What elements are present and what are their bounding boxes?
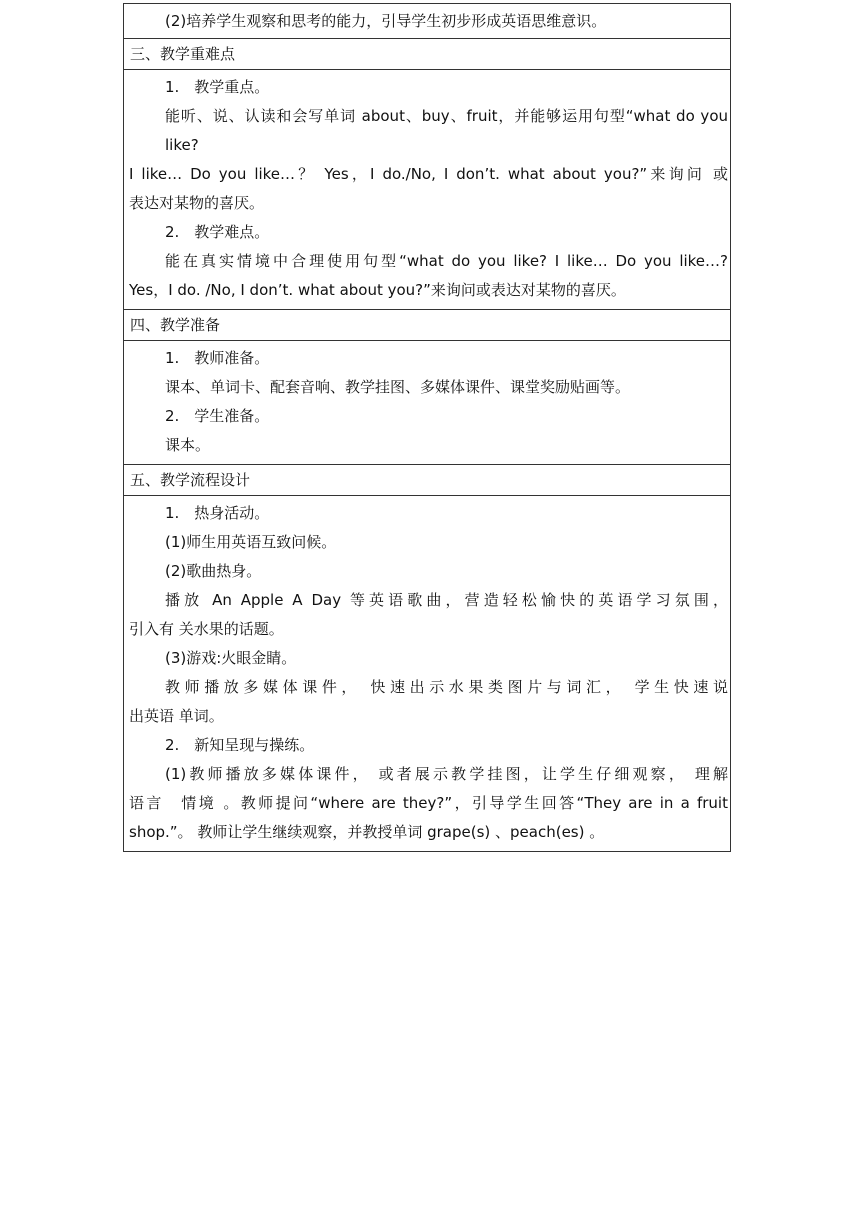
paragraph-line: (1)师生用英语互致问候。	[165, 533, 337, 551]
section-preparation-header	[123, 309, 731, 340]
subheading: 1. 热身活动。	[165, 504, 270, 522]
section-process-body	[123, 495, 731, 852]
paragraph-line: 语言 情境 。教师提问“where are they?”，引导学生回答“They are in a fruit	[129, 794, 728, 812]
paragraph-line: 能在真实情境中合理使用句型“what do you like? I like… Do you like…?	[165, 252, 728, 270]
paragraph-line: 课本、单词卡、配套音响、教学挂图、多媒体课件、课堂奖励贴画等。	[165, 378, 631, 396]
paragraph-line: shop.”。 教师让学生继续观察，并教授单词 grape(s) 、peach(es) 。	[129, 823, 605, 841]
lesson-plan-table	[123, 3, 731, 852]
objective-row	[123, 3, 731, 38]
paragraph-line: (1)教师播放多媒体课件， 或者展示教学挂图，让学生仔细观察， 理解	[165, 765, 728, 783]
section-title: 五、教学流程设计	[130, 471, 251, 489]
paragraph-line: 出英语 单词。	[129, 707, 224, 725]
objective-line: (2)培养学生观察和思考的能力，引导学生初步形成英语思维意识。	[165, 12, 607, 30]
section-key-points-header	[123, 38, 731, 69]
paragraph-line: (3)游戏:火眼金睛。	[165, 649, 297, 667]
section-title: 四、教学准备	[130, 316, 221, 334]
paragraph-line: 播放 An Apple A Day 等英语歌曲，营造轻松愉快的英语学习氛围，	[165, 591, 728, 609]
section-preparation-body	[123, 340, 731, 464]
paragraph-line: 表达对某物的喜厌。	[129, 194, 265, 212]
subheading: 1. 教师准备。	[165, 349, 270, 367]
subheading: 2. 学生准备。	[165, 407, 270, 425]
paragraph-line: 引入有 关水果的话题。	[129, 620, 284, 638]
paragraph-line: (2)歌曲热身。	[165, 562, 262, 580]
paragraph-line: 能听、说、认读和会写单词 about、buy、fruit，并能够运用句型“what do you like?	[165, 107, 728, 154]
paragraph-line: 课本。	[165, 436, 211, 454]
subheading: 2. 新知呈现与操练。	[165, 736, 315, 754]
subheading: 2. 教学难点。	[165, 223, 270, 241]
section-process-header	[123, 464, 731, 495]
paragraph-line: I like… Do you like…？ Yes，I do./No, I don’t. what about you?”来询问 或	[129, 165, 728, 183]
paragraph-line: 教师播放多媒体课件， 快速出示水果类图片与词汇， 学生快速说	[165, 678, 728, 696]
section-key-points-body	[123, 69, 731, 309]
subheading: 1. 教学重点。	[165, 78, 270, 96]
section-title: 三、教学重难点	[130, 45, 236, 63]
paragraph-line: Yes，I do. /No, I don’t. what about you?”来询问或表达对某物的喜厌。	[129, 281, 626, 299]
